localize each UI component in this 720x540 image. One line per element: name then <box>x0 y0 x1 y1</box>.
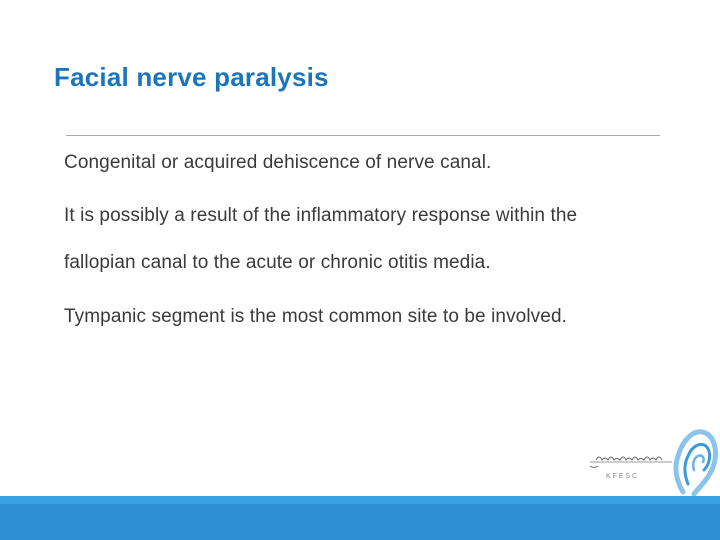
ear-logo-icon <box>588 420 718 502</box>
body-line-4: Tympanic segment is the most common site to be involved. <box>64 306 567 327</box>
logo-letters: K F E S C <box>606 473 638 480</box>
footer-bar-highlight <box>0 496 720 504</box>
body-line-3: fallopian canal to the acute or chronic otitis media. <box>64 252 491 273</box>
title-divider <box>66 135 660 136</box>
body-line-2: It is possibly a result of the inflammatory response within the <box>64 205 578 226</box>
slide-title: Facial nerve paralysis <box>54 62 329 92</box>
body-line-1: Congenital or acquired dehiscence of nerve canal. <box>64 152 492 173</box>
